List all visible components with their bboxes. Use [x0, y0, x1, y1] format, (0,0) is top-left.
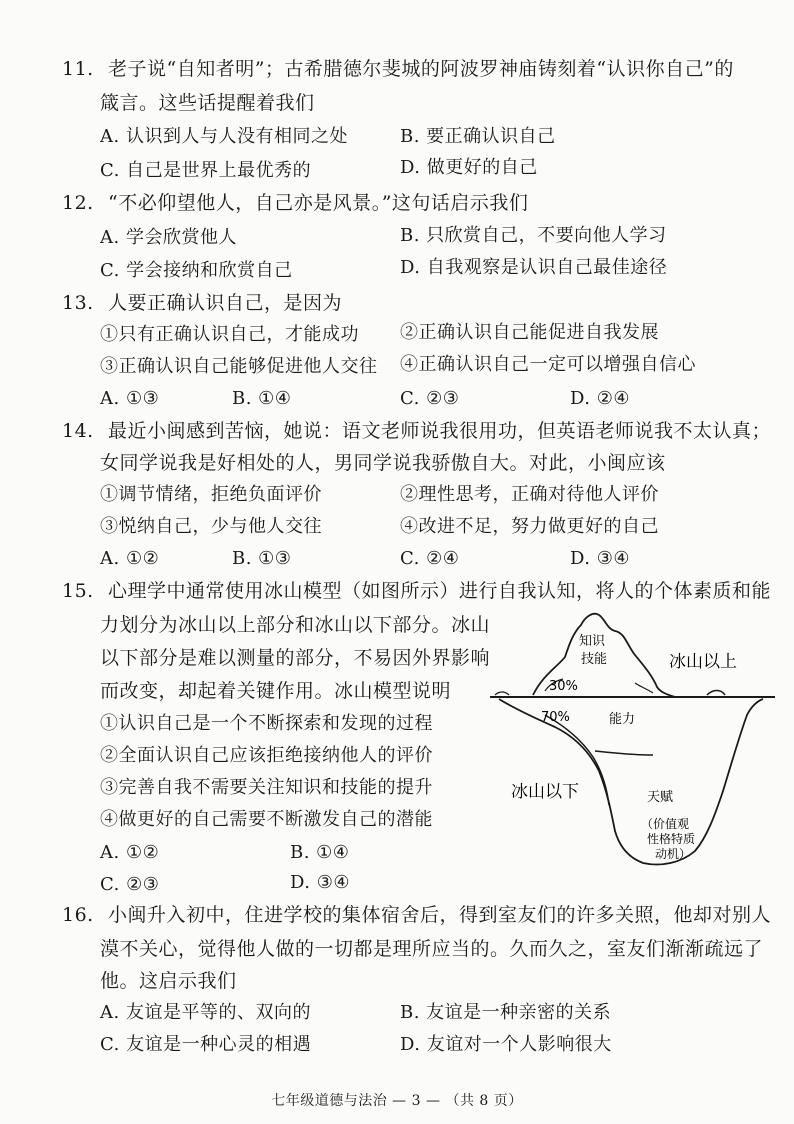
question-stem: 最近小闽感到苦恼，她说：语文老师说我很用功，但英语老师说我不太认真； — [108, 420, 772, 442]
q14-statement-2: ②理性思考，正确对待他人评价 — [400, 484, 659, 505]
question-16-line-1 — [62, 902, 771, 928]
q14-option-a: A. ①② — [100, 548, 160, 569]
q16-option-b: B. 友谊是一种亲密的关系 — [400, 1002, 612, 1023]
ability-label: 能力 — [609, 712, 636, 727]
question-12-line-1 — [62, 190, 528, 216]
q13-statement-4: ④正确认识自己一定可以增强自信心 — [400, 354, 696, 375]
below-water-label: 冰山以下 — [511, 782, 579, 802]
iceberg-model-figure — [485, 605, 775, 875]
hidden-traits-line-1: （价值观 — [641, 817, 690, 831]
question-number: 12. — [62, 192, 94, 214]
hidden-traits-line-3: 动机） — [655, 847, 692, 861]
q12-option-b: B. 只欣赏自己，不要向他人学习 — [400, 225, 667, 246]
question-stem: 心理学中通常使用冰山模型（如图所示）进行自我认知，将人的个体素质和能 — [108, 580, 772, 602]
q16-option-a: A. 友谊是平等的、双向的 — [100, 1002, 311, 1023]
question-number: 15. — [62, 580, 94, 602]
question-number: 11. — [62, 58, 94, 80]
q11-option-b: B. 要正确认识自己 — [400, 126, 556, 147]
q13-statement-2: ②正确认识自己能促进自我发展 — [400, 322, 659, 343]
q15-option-c: C. ②③ — [100, 874, 160, 895]
q13-option-c: C. ②③ — [400, 388, 460, 409]
q14-option-d: D. ③④ — [570, 548, 631, 569]
above-water-label: 冰山以上 — [669, 652, 737, 672]
question-15-line-3: 以下部分是难以测量的部分，不易因外界影响 — [100, 647, 491, 669]
q15-statement-2: ②全面认识自己应该拒绝接纳他人的评价 — [100, 745, 433, 766]
q13-statement-1: ①只有正确认识自己，才能成功 — [100, 324, 359, 345]
question-stem: 老子说“自知者明”；古希腊德尔斐城的阿波罗神庙铸刻着“认识你自己”的 — [108, 58, 734, 80]
q13-option-a: A. ①③ — [100, 388, 160, 409]
q14-option-b: B. ①③ — [232, 548, 292, 569]
q13-option-d: D. ②④ — [570, 388, 631, 409]
question-number: 13. — [62, 292, 94, 314]
q16-option-d: D. 友谊对一个人影响很大 — [400, 1034, 612, 1055]
q12-option-d: D. 自我观察是认识自己最佳途径 — [400, 257, 668, 278]
below-water-percent: 70% — [541, 710, 570, 725]
iceberg-tip-label-1: 知识 — [579, 634, 606, 649]
question-14-line-2: 女同学说我是好相处的人，男同学说我骄傲自大。对此，小闽应该 — [100, 452, 666, 474]
q14-statement-4: ④改进不足，努力做更好的自己 — [400, 516, 659, 537]
talent-label: 天赋 — [647, 790, 674, 805]
question-number: 14. — [62, 420, 94, 442]
question-stem: 小闽升入初中，住进学校的集体宿舍后，得到室友们的许多关照，他却对别人 — [108, 904, 772, 926]
question-16-line-3: 他。这启示我们 — [100, 970, 237, 992]
q13-statement-3: ③正确认识自己能够促进他人交往 — [100, 356, 378, 377]
question-stem: “不必仰望他人，自己亦是风景。”这句话启示我们 — [108, 192, 529, 214]
question-11-line-2: 箴言。这些话提醒着我们 — [100, 92, 315, 114]
question-11-line-1 — [62, 56, 734, 82]
q11-option-d: D. 做更好的自己 — [400, 157, 538, 178]
above-water-percent: 30% — [549, 679, 578, 694]
q13-option-b: B. ①④ — [232, 388, 292, 409]
q11-option-a: A. 认识到人与人没有相同之处 — [100, 126, 348, 147]
question-number: 16. — [62, 904, 94, 926]
q15-statement-3: ③完善自我不需要关注知识和技能的提升 — [100, 777, 433, 798]
q15-option-a: A. ①② — [100, 842, 160, 863]
q15-option-d: D. ③④ — [290, 872, 351, 893]
question-16-line-2: 漠不关心，觉得他人做的一切都是理所应当的。久而久之，室友们渐渐疏远了 — [100, 938, 764, 960]
q15-option-b: B. ①④ — [290, 842, 350, 863]
question-stem: 人要正确认识自己，是因为 — [108, 292, 343, 314]
q16-option-c: C. 友谊是一种心灵的相遇 — [100, 1034, 312, 1055]
q14-option-c: C. ②④ — [400, 548, 460, 569]
iceberg-tip-label-2: 技能 — [581, 652, 608, 667]
q12-option-c: C. 学会接纳和欣赏自己 — [100, 260, 293, 281]
question-15-line-4: 而改变，却起着关键作用。冰山模型说明 — [100, 680, 452, 702]
question-13-line-1 — [62, 290, 342, 316]
q15-statement-4: ④做更好的自己需要不断激发自己的潜能 — [100, 809, 433, 830]
q14-statement-3: ③悦纳自己，少与他人交往 — [100, 516, 322, 537]
hidden-traits-line-2: 性格特质 — [647, 832, 696, 846]
question-14-line-1 — [62, 418, 771, 444]
q11-option-c: C. 自己是世界上最优秀的 — [100, 160, 312, 181]
question-15-line-2: 力划分为冰山以上部分和冰山以下部分。冰山 — [100, 614, 491, 636]
q14-statement-1: ①调节情绪，拒绝负面评价 — [100, 484, 322, 505]
q12-option-a: A. 学会欣赏他人 — [100, 227, 237, 248]
page-footer: 七年级道德与法治 — 3 — （共 8 页） — [271, 1093, 523, 1109]
question-15-line-1 — [62, 578, 771, 604]
q15-statement-1: ①认识自己是一个不断探索和发现的过程 — [100, 713, 433, 734]
